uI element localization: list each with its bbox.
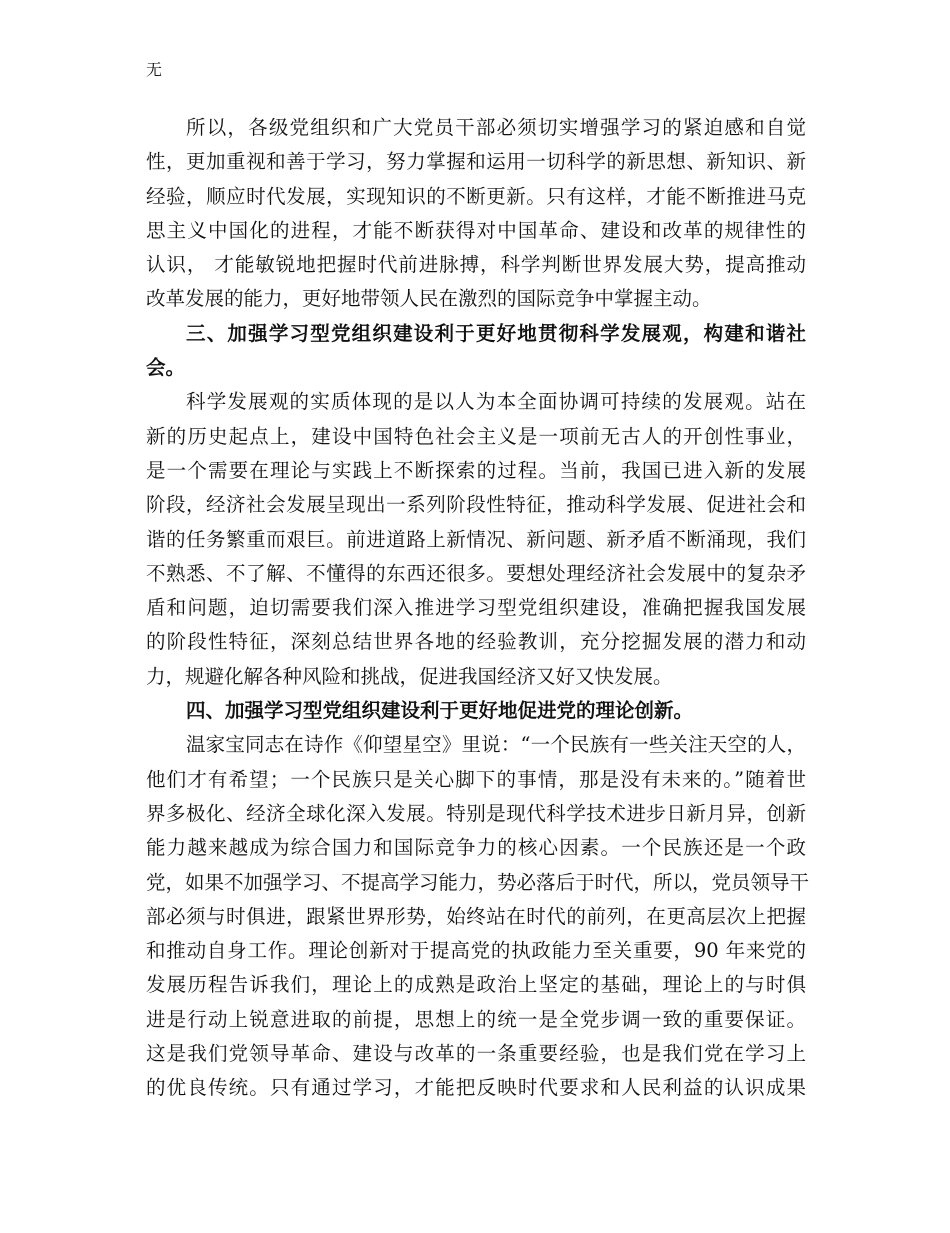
text-line: 改革发展的能力，更好地带领人民在激烈的国际竞争中掌握主动。 xyxy=(146,287,712,311)
body-paragraph xyxy=(146,111,806,317)
text-line: 党，如果不加强学习、不提高学习能力，势必落后于时代，所以，党员领导干 xyxy=(146,870,810,894)
document-body xyxy=(146,111,810,1106)
text-line: 进是行动上锐意进取的前提，思想上的统一是全党步调一致的重要保证。 xyxy=(146,1007,806,1031)
heading-line: 会。 xyxy=(146,356,186,380)
text-line: 力，规避化解各种风险和挑战，促进我国经济又好又快发展。 xyxy=(146,664,673,688)
text-line: 不熟悉、不了解、不懂得的东西还很多。要想处理经济社会发展中的复杂矛 xyxy=(146,561,806,585)
text-line: 性，更加重视和善于学习，努力掌握和运用一切科学的新思想、新知识、新 xyxy=(146,150,806,174)
section-heading xyxy=(146,317,806,386)
text-line: 的优良传统。只有通过学习，才能把反映时代要求和人民利益的认识成果 xyxy=(146,1076,806,1100)
text-line: 新的历史起点上，建设中国特色社会主义是一项前无古人的开创性事业， xyxy=(146,424,806,448)
text-line: 所以，各级党组织和广大党员干部必须切实增强学习的紧迫感和自觉 xyxy=(186,116,806,139)
text-line: 能力越来越成为综合国力和国际竞争力的核心因素。一个民族还是一个政 xyxy=(146,836,806,860)
text-line: 科学发展观的实质体现的是以人为本全面协调可持续的发展观。站在 xyxy=(186,390,806,414)
section-heading xyxy=(146,694,806,728)
text-line: 阶段，经济社会发展呈现出一系列阶段性特征，推动科学发展、促进社会和 xyxy=(146,493,806,517)
text-line: 谐的任务繁重而艰巨。前进道路上新情况、新问题、新矛盾不断涌现，我们 xyxy=(146,527,806,551)
text-line: 这是我们党领导革命、建设与改革的一条重要经验，也是我们党在学习上 xyxy=(146,1042,806,1066)
text-line: 发展历程告诉我们，理论上的成熟是政治上坚定的基础，理论上的与时俱 xyxy=(146,973,806,997)
text-line: 盾和问题，迫切需要我们深入推进学习型党组织建设，准确把握我国发展 xyxy=(146,596,806,620)
heading-line: 四、加强学习型党组织建设利于更好地促进党的理论创新。 xyxy=(186,699,694,723)
text-line: 和推动自身工作。理论创新对于提高党的执政能力至关重要，90 年来党的 xyxy=(146,939,806,963)
text-line: 界多极化、经济全球化深入发展。特别是现代科学技术进步日新月异，创新 xyxy=(146,801,806,825)
text-line: 认识， 才能敏锐地把握时代前进脉搏，科学判断世界发展大势，提高推动 xyxy=(146,253,806,277)
page-header-mark: 无 xyxy=(146,60,163,79)
text-line: 的阶段性特征，深刻总结世界各地的经验教训，充分挖掘发展的潜力和动 xyxy=(146,630,806,654)
text-line: 经验，顺应时代发展，实现知识的不断更新。只有这样，才能不断推进马克 xyxy=(146,184,806,208)
body-paragraph xyxy=(146,385,806,694)
text-line: 温家宝同志在诗作《仰望星空》里说：“一个民族有一些关注天空的人， xyxy=(186,733,806,757)
text-line: 部必须与时俱进，跟紧世界形势，始终站在时代的前列，在更高层次上把握 xyxy=(146,904,806,928)
text-line: 是一个需要在理论与实践上不断探索的过程。当前，我国已进入新的发展 xyxy=(146,458,806,482)
text-line: 思主义中国化的进程，才能不断获得对中国革命、建设和改革的规律性的 xyxy=(146,218,806,242)
heading-line: 三、加强学习型党组织建设利于更好地贯彻科学发展观，构建和谐社 xyxy=(186,321,806,345)
body-paragraph xyxy=(146,728,810,1105)
text-line: 他们才有希望；一个民族只是关心脚下的事情，那是没有未来的。”随着世 xyxy=(146,767,806,791)
